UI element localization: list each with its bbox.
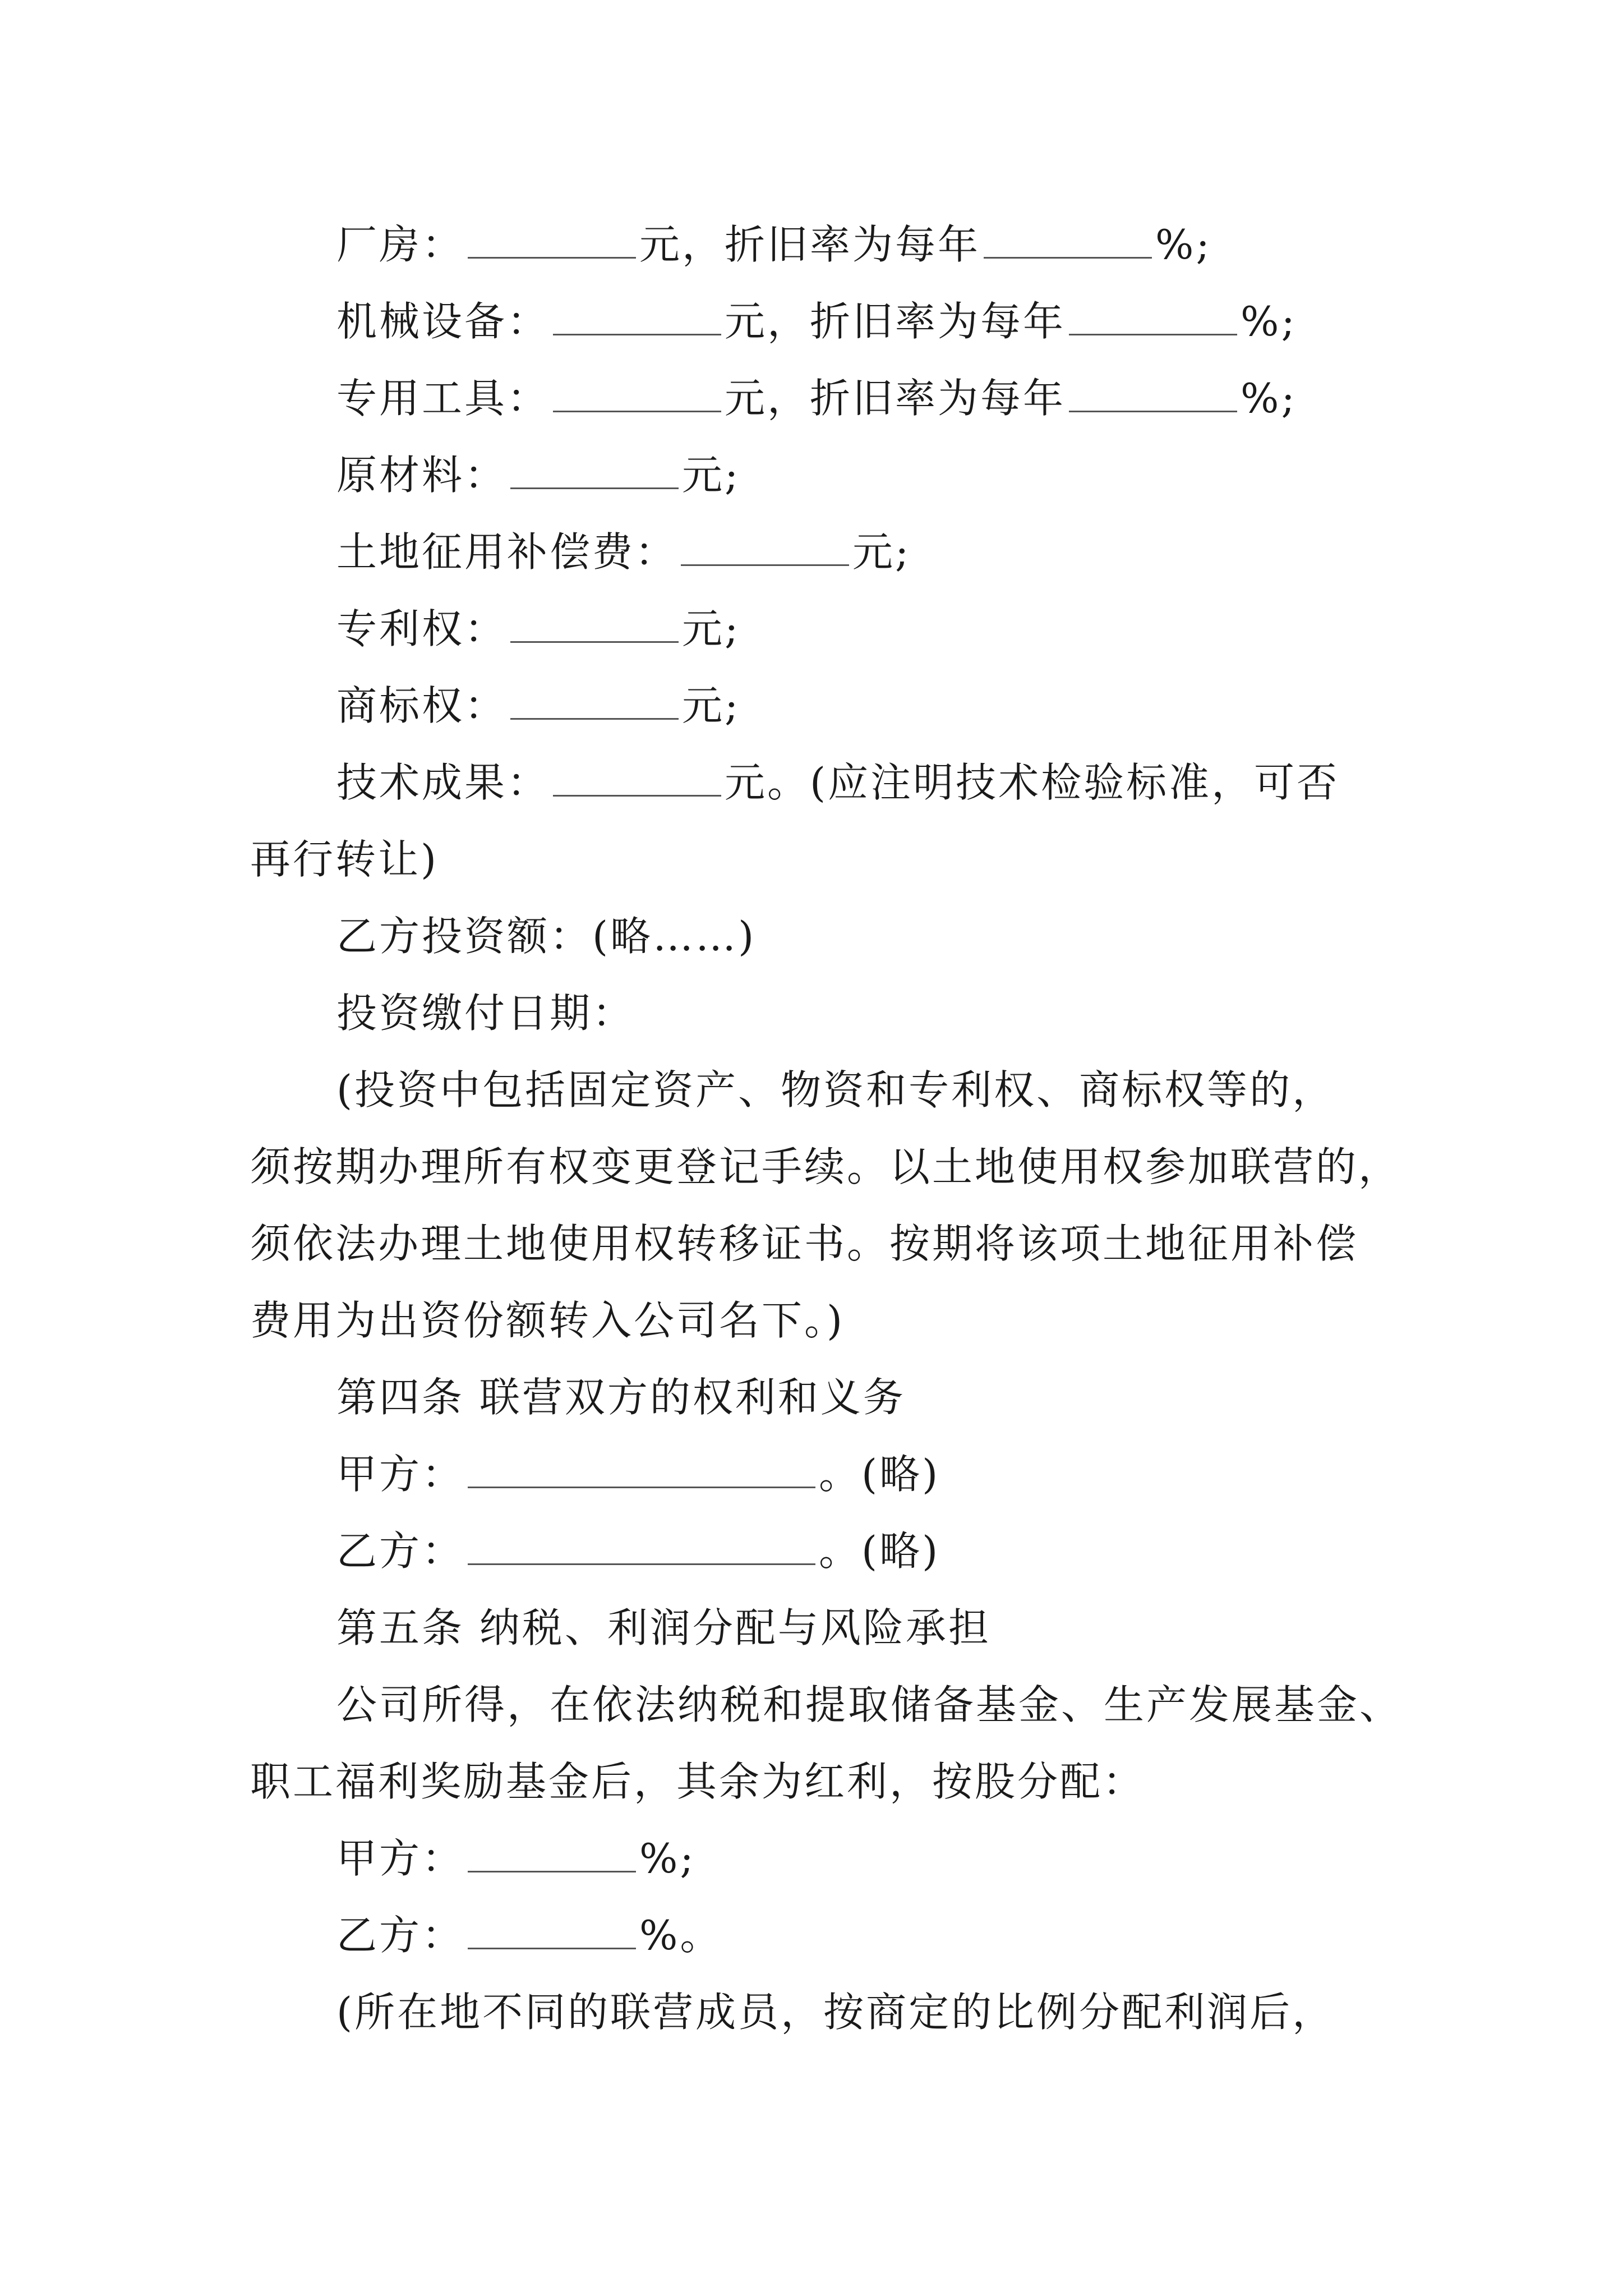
tech-result-blank <box>553 761 721 797</box>
location-note-line: (所在地不同的联营成员，按商定的比例分配利润后， <box>336 1989 1335 2036</box>
tools-depreciation-text: 元，折旧率为每年 <box>725 375 1066 422</box>
tools-percent: %; <box>1241 375 1297 422</box>
party-b-rights-blank <box>468 1530 815 1565</box>
tools-line <box>250 360 1389 437</box>
patent-line <box>250 591 1389 668</box>
machinery-rate-blank <box>1069 300 1237 335</box>
machinery-line <box>250 283 1389 360</box>
party-b-share-label: 乙方： <box>336 1912 465 1959</box>
party-a-share-percent: %; <box>639 1835 696 1882</box>
land-compensation-line <box>250 514 1389 591</box>
machinery-percent: %; <box>1241 298 1297 345</box>
profit-paragraph-line-1: 公司所得，在依法纳税和提取储备基金、生产发展基金、 <box>336 1681 1403 1728</box>
machinery-amount-blank <box>553 300 721 335</box>
party-b-label: 乙方： <box>336 1527 465 1575</box>
party-a-rights-line <box>250 1436 1389 1513</box>
article-four-heading: 第四条 联营双方的权利和义务 <box>336 1374 906 1421</box>
tech-result-label: 技术成果： <box>336 759 550 806</box>
patent-unit: 元; <box>682 605 741 652</box>
factory-rate-blank <box>984 223 1152 259</box>
patent-blank <box>510 608 679 643</box>
party-a-omitted: 。(略) <box>819 1451 940 1498</box>
machinery-label: 机械设备： <box>336 298 550 345</box>
tools-label: 专用工具： <box>336 375 550 422</box>
machinery-depreciation-text: 元，折旧率为每年 <box>725 298 1066 345</box>
party-b-share-blank <box>468 1914 636 1949</box>
party-b-rights-line <box>250 1513 1389 1590</box>
article-five-heading: 第五条 纳税、利润分配与风险承担 <box>336 1604 991 1651</box>
investment-note-line-3: 须依法办理土地使用权转移证书。按期将该项土地征用补偿 <box>250 1220 1359 1267</box>
party-a-rights-blank <box>468 1453 815 1488</box>
party-a-share-label: 甲方： <box>336 1835 465 1882</box>
factory-amount-blank <box>468 223 636 259</box>
raw-material-blank <box>510 454 679 489</box>
patent-label: 专利权： <box>336 605 508 652</box>
party-b-omitted: 。(略) <box>819 1527 940 1575</box>
trademark-label: 商标权： <box>336 682 508 729</box>
party-b-investment: 乙方投资额：(略……) <box>336 913 757 960</box>
tools-rate-blank <box>1069 377 1237 412</box>
factory-percent: %; <box>1155 221 1212 268</box>
profit-paragraph-line-2: 职工福利奖励基金后，其余为红利，按股分配： <box>250 1758 1146 1805</box>
trademark-unit: 元; <box>682 682 741 729</box>
raw-material-unit: 元; <box>682 452 741 499</box>
payment-date-heading: 投资缴付日期： <box>336 990 635 1037</box>
tech-result-note-cont: 再行转让) <box>250 836 439 883</box>
raw-material-label: 原材料： <box>336 452 508 499</box>
tools-amount-blank <box>553 377 721 412</box>
tech-result-line <box>250 744 1389 821</box>
party-b-share-line <box>250 1897 1389 1974</box>
factory-label: 厂房： <box>336 221 465 268</box>
trademark-blank <box>510 684 679 720</box>
investment-note-line-1: (投资中包括固定资产、物资和专利权、商标权等的， <box>336 1066 1335 1114</box>
trademark-line <box>250 668 1389 744</box>
land-compensation-unit: 元; <box>852 528 911 576</box>
tech-result-note: 元。(应注明技术检验标准，可否 <box>725 759 1340 806</box>
party-b-share-percent: %。 <box>639 1912 723 1959</box>
investment-note-line-2: 须按期办理所有权变更登记手续。以土地使用权参加联营的， <box>250 1143 1401 1190</box>
factory-depreciation-text: 元，折旧率为每年 <box>639 221 981 268</box>
investment-note-line-4: 费用为出资份额转入公司名下。) <box>250 1297 845 1344</box>
document-body <box>250 206 1403 2051</box>
land-compensation-label: 土地征用补偿费： <box>336 528 678 576</box>
party-a-label: 甲方： <box>336 1451 465 1498</box>
raw-material-line <box>250 437 1389 514</box>
land-compensation-blank <box>681 531 849 566</box>
factory-line <box>250 206 1389 283</box>
party-a-share-line <box>250 1820 1389 1897</box>
party-a-share-blank <box>468 1837 636 1872</box>
